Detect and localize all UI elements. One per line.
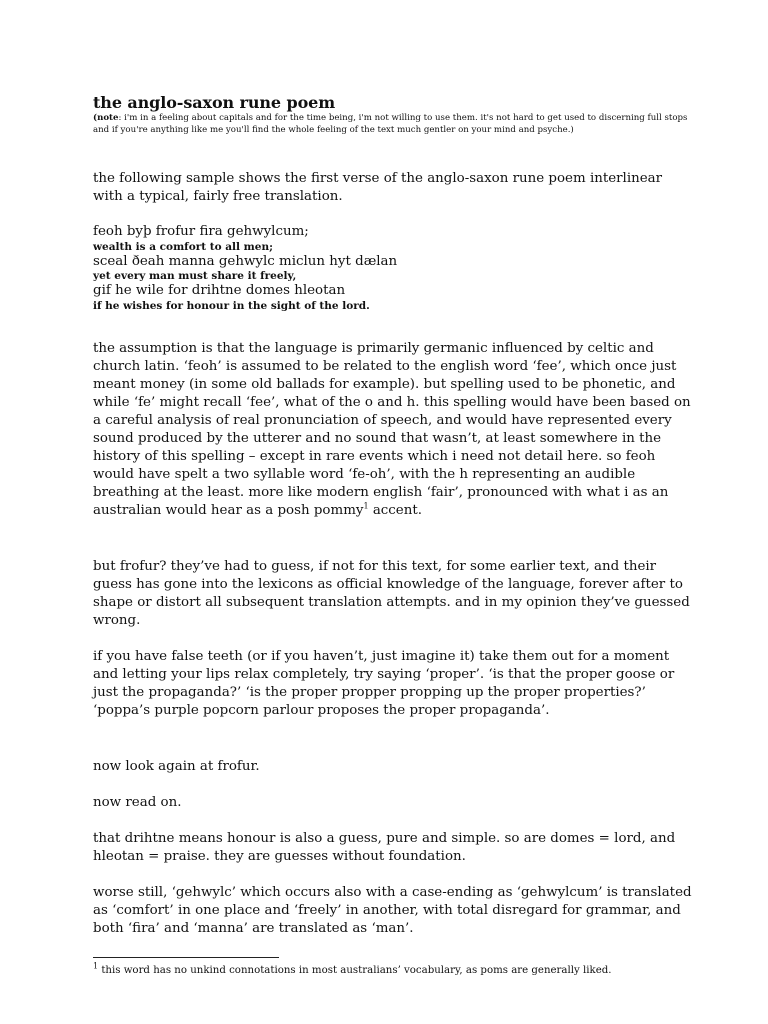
paragraph-assumption-end: accent.	[368, 503, 422, 518]
verse-block	[93, 224, 693, 313]
paragraph-frofur: but frofur? they’ve had to guess, if not for this text, for some earlier text, and their guess has gone into the lexicons as official knowledge of the language, forever after to shape or distort all subsequent translation attempts. and in my opinion they’ve guessed wrong.	[93, 559, 690, 628]
paragraph-gehwylc: worse still, ‘gehwylc’ which occurs also with a case-ending as ‘gehwylcum’ is translated as ‘comfort’ in one place and ‘freely’ in another, with total disregard for grammar, and both ‘fira’ and ‘manna’ are translated as ‘man’.	[93, 885, 692, 936]
note-text: : i'm in a feeling about capitals and for the time being, i'm not willing to use them. it's not hard to get used to discerning full stops and if you're anything like me you'll find the whole feeling of the text much gentler on your mind and psyche.)	[93, 113, 688, 135]
verse-translation-line-3: if he wishes for honour in the sight of the lord.	[93, 299, 370, 312]
paragraph-look-again: now look again at frofur.	[93, 759, 260, 774]
verse-translation-line-1: wealth is a comfort to all men;	[93, 240, 273, 253]
footnote	[93, 961, 693, 978]
author-note	[93, 113, 693, 136]
paragraph-assumption-text: the assumption is that the language is primarily germanic influenced by celtic and church latin. ‘feoh’ is assumed to be related to the english word ‘fee’, which once just meant money (in some old ballads for example). but spelling used to be phonetic, and while ‘fe’ might recall ‘fee’, what of the o and h. this spelling would have been based on a careful analysis of real pronunciation of speech, and would have represented every sound produced by the utterer and no sound that wasn’t, at least somewhere in the history of this spelling – except in rare events which i need not detail here. so feoh would have spelt a two syllable word ‘fe-oh’, with the h representing an audible breathing at the least. more like modern english ‘fair’, pronounced with what i as an australian would hear as a posh pommy	[93, 341, 691, 518]
verse-original-line-3: gif he wile for drihtne domes hleotan	[93, 283, 346, 298]
intro-paragraph: the following sample shows the first verse of the anglo-saxon rune poem interlinear with a typical, fairly free translation.	[93, 171, 663, 204]
paragraph-drihtne: that drihtne means honour is also a guess, pure and simple. so are domes = lord, and hleotan = praise. they are guesses without foundation.	[93, 831, 676, 864]
footnote-marker: 1	[93, 961, 99, 971]
footnote-text: this word has no unkind connotations in most australians’ vocabulary, as poms are generally liked.	[98, 965, 612, 976]
footnote-reference: 1	[363, 501, 369, 511]
paragraph-assumption	[93, 340, 693, 520]
paragraph-read-on: now read on.	[93, 795, 182, 810]
note-label: (note	[93, 113, 119, 123]
document-title: the anglo-saxon rune poem	[93, 93, 336, 112]
verse-original-line-1: feoh byþ frofur fira gehwylcum;	[93, 224, 309, 239]
paragraph-false-teeth: if you have false teeth (or if you haven’t, just imagine it) take them out for a moment and letting your lips relax completely, try saying ‘proper’. ‘is that the proper goose or just the propaganda?’ ‘is the proper propper propping up the proper properties?’ ‘poppa’s purple popcorn parlour proposes the proper propaganda’.	[93, 649, 675, 718]
verse-translation-line-2: yet every man must share it freely,	[93, 270, 297, 282]
footnote-divider	[93, 957, 279, 958]
verse-original-line-2: sceal ðeah manna gehwylc miclun hyt dælan	[93, 253, 398, 269]
